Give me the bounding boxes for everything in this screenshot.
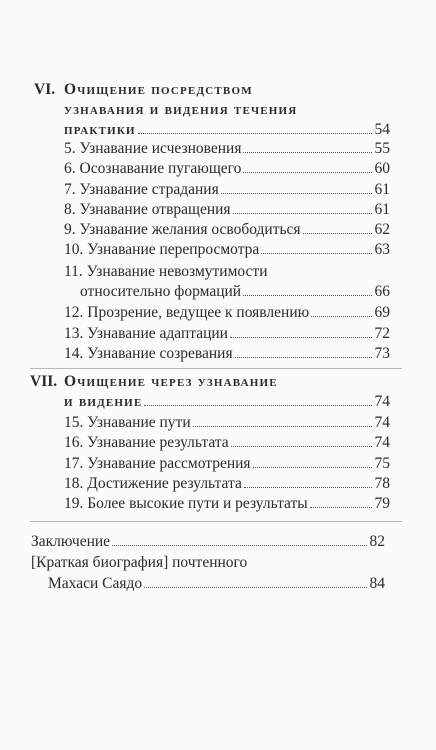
section-7-page: 74 <box>374 393 390 410</box>
toc-item[interactable] <box>64 414 390 432</box>
conclusion-page: 82 <box>369 533 385 550</box>
toc-item[interactable] <box>64 221 390 239</box>
toc-item-page: 74 <box>374 414 390 431</box>
dot-leader <box>243 171 371 173</box>
biography-label-line2: Махаси Саядо <box>48 575 143 592</box>
dot-leader <box>303 232 372 234</box>
section-6-title-line2: узнавания и видения течения <box>64 101 298 118</box>
section-7-title-line1: Очищение через узнавание <box>64 373 278 390</box>
dot-leader <box>221 192 372 194</box>
toc-item[interactable] <box>64 160 390 178</box>
toc-item-page: 73 <box>374 345 390 362</box>
toc-item[interactable] <box>64 201 390 219</box>
toc-item-label: 18. Достижение результата <box>64 475 242 492</box>
toc-item-label: 5. Узнавание исчезновения <box>64 140 242 157</box>
dot-leader <box>144 404 371 406</box>
section-6-title-line1: Очищение посредством <box>64 81 253 98</box>
toc-item[interactable] <box>64 455 390 473</box>
toc-item-page: 63 <box>374 241 390 258</box>
dot-leader <box>233 212 372 214</box>
toc-item-page: 79 <box>374 495 390 512</box>
dot-leader <box>261 252 371 254</box>
toc-item-page: 61 <box>374 201 390 218</box>
section-divider <box>30 368 402 369</box>
dot-leader <box>243 294 371 296</box>
dot-leader <box>193 425 372 427</box>
toc-item-label: 10. Узнавание перепросмотра <box>64 241 260 258</box>
toc-item-label: 12. Прозрение, ведущее к появлению <box>64 304 310 321</box>
biography-label-line1: [Краткая биография] почтенного <box>31 554 248 571</box>
dot-leader <box>231 445 372 447</box>
toc-item[interactable] <box>64 241 390 259</box>
toc-item-label: 19. Более высокие пути и результаты <box>64 495 308 512</box>
toc-item[interactable] <box>80 283 390 301</box>
toc-item-label: 8. Узнавание отвращения <box>64 201 231 218</box>
dot-leader <box>138 132 372 134</box>
toc-item-page: 78 <box>374 475 390 492</box>
section-6-title-line3: практики <box>64 121 136 138</box>
section-6-page: 54 <box>374 121 390 138</box>
dot-leader <box>230 336 372 338</box>
toc-item-label: 7. Узнавание страдания <box>64 181 219 198</box>
toc-item[interactable] <box>64 181 390 199</box>
toc-item[interactable] <box>64 495 390 513</box>
section-7-roman: VII. <box>30 373 58 390</box>
toc-item-label: 13. Узнавание адаптации <box>64 325 228 342</box>
dot-leader <box>244 486 372 488</box>
dot-leader <box>311 315 371 317</box>
toc-item-label: 16. Узнавание результата <box>64 434 229 451</box>
dot-leader <box>235 356 372 358</box>
section-divider <box>30 521 402 522</box>
section-7-title-line2: и видение <box>64 393 143 410</box>
toc-item-page: 62 <box>374 221 390 238</box>
toc-item-label: 15. Узнавание пути <box>64 414 191 431</box>
dot-leader <box>144 586 366 588</box>
toc-item-page: 60 <box>374 160 390 177</box>
toc-item-label: 17. Узнавание рассмотрения <box>64 455 251 472</box>
section-6-entry[interactable] <box>64 121 390 139</box>
toc-biography[interactable] <box>48 575 385 593</box>
toc-item-page: 72 <box>374 325 390 342</box>
dot-leader <box>243 151 371 153</box>
toc-item-page: 74 <box>374 434 390 451</box>
dot-leader <box>112 544 366 546</box>
toc-item-page: 55 <box>374 140 390 157</box>
toc-item[interactable] <box>64 345 390 363</box>
dot-leader <box>253 466 372 468</box>
toc-conclusion[interactable] <box>31 533 385 551</box>
toc-item-label: 11. Узнавание невозмутимости <box>64 263 268 280</box>
section-6-roman: VI. <box>34 81 56 98</box>
toc-item[interactable] <box>64 140 390 158</box>
section-7-entry[interactable] <box>64 393 390 411</box>
toc-item-label: 14. Узнавание созревания <box>64 345 233 362</box>
toc-item-page: 66 <box>374 283 390 300</box>
toc-item-page: 69 <box>374 304 390 321</box>
conclusion-label: Заключение <box>31 533 111 550</box>
toc-item-page: 75 <box>374 455 390 472</box>
toc-item[interactable] <box>64 304 390 322</box>
biography-page: 84 <box>369 575 385 592</box>
toc-item[interactable] <box>64 475 390 493</box>
toc-item-page: 61 <box>374 181 390 198</box>
toc-item-label-continued: относительно формаций <box>80 283 242 300</box>
toc-item-label: 9. Узнавание желания освободиться <box>64 221 301 238</box>
dot-leader <box>310 506 372 508</box>
toc-item-label: 6. Осознавание пугающего <box>64 160 242 177</box>
toc-item[interactable] <box>64 434 390 452</box>
toc-item[interactable] <box>64 325 390 343</box>
